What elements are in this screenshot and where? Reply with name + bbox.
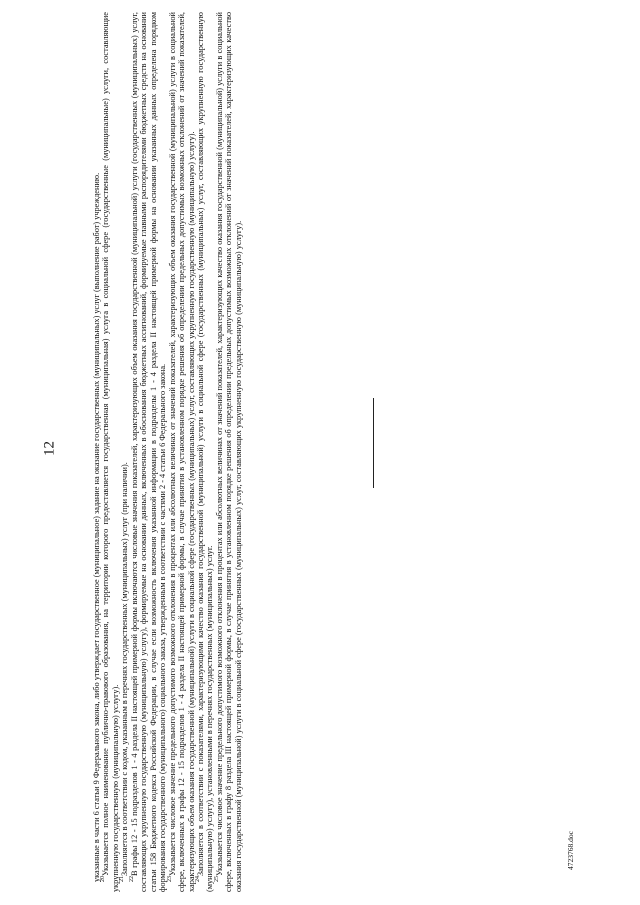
footnote: $^{20}$Указывается полное наименование публично-правового образования, на территории которого предоставляется государственная (муниципальная) услуга в социальной сфере (государственные (муниципальные) услуги, составляющие укрупненную государственную (муниципальную) услугу).	[100, 12, 120, 892]
page-number: 12	[41, 441, 58, 456]
footer-doc-name: 4723768.doc	[566, 831, 575, 870]
footnotes-list	[92, 12, 243, 892]
footnote: $^{25}$Указывается числовое значение предельного допустимого возможного отклонения в процентах или абсолютных величинах от значений показателей, характеризующих качество оказания государственной (муниципальной) услуги в социальной сфере, включенных в графу 8 раздела III настоящей примерной формы, в случае принятия в установленном порядке решения об определении предельных допустимых возможных отклонений от значений показателей, характеризующих качество оказания государственной (муниципальной) услуги в социальной сфере (государственных (муниципальных) услуг, составляющих укрупненную государственную (муниципальную) услугу).	[214, 12, 243, 892]
footnote: $^{21}$Заполняется в соответствии с кодом, указанным в перечнях государственных (муниципальных) услуг (при наличии).	[119, 462, 130, 882]
footnote: $^{23}$Указывается числовое значение предельного допустимого возможного отклонения в процентах или абсолютных величинах от значений показателей, характеризующих объем оказания государственной (муниципальной) услуги в социальной сфере, включенных в графы 12 - 15 подразделов 1 - 4 раздела II настоящей примерной формы, в случае принятия в установленном порядке решения об определении предельных допустимых возможных отклонений от значений показателей, характеризующих объем оказания государственной (муниципальной) услуги в социальной сфере (государственных (муниципальных) услуг, составляющих укрупненную государственную (муниципальную) услугу).	[166, 12, 196, 892]
footnote: указанные в части 6 статьи 9 Федерального закона, либо утверждает государственное (муниципальное) задание на оказание государственных (муниципальных) услуг (выполнение работ) учреждению.	[92, 172, 101, 882]
end-separator-line	[373, 398, 374, 488]
footnote: $^{22}$В графы 12 - 15 подразделов 1 - 4 раздела II настоящей примерной формы включаются числовые значения показателей, характеризующих объем оказания государственной (муниципальной) услуги (государственных (муниципальных) услуг, составляющих укрупненную государственную (муниципальную) услугу), формируемые на основании данных, включенных в обоснования бюджетных ассигнований, формируемые главными распорядителями бюджетных средств на основании статьи 158 Бюджетного кодекса Российской Федерации, в случае если возможность включения указанной информации в подразделы 1 - 4 раздела II настоящей примерной формы на основании указанных данных определена порядком формирования государственного (муниципального) социального заказа, утвержденным в соответствии с частями 2 - 4 статьи 6 Федерального закона.	[129, 12, 168, 892]
footnote: $^{24}$Заполняется в соответствии с показателями, характеризующими качество оказания государственной (муниципальной) услуги в социальной сфере (государственных (муниципальных) услуг, составляющих укрупненную государственную (муниципальную) услугу), установленными в перечнях государственных (муниципальных) услуг.	[195, 12, 215, 892]
footnotes-block	[92, 12, 337, 892]
